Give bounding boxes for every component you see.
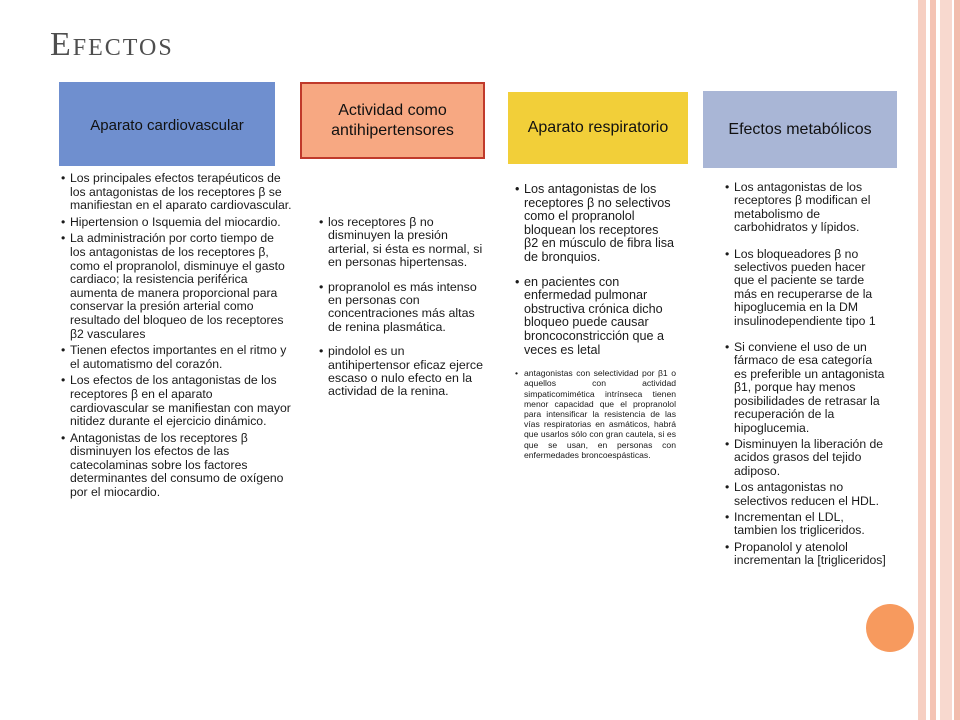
list-item: • los receptores β no disminuyen la presión arterial, si ésta es normal, si en personas hipertensas.	[318, 216, 484, 270]
list-item: • Incrementan el LDL, tambien los trigliceridos.	[724, 511, 888, 538]
header-respiratorio: Aparato respiratorio	[508, 92, 688, 164]
header-cardiovascular: Aparato cardiovascular	[59, 82, 275, 170]
list-metabolicos	[724, 181, 888, 571]
decorative-stripe	[918, 0, 926, 720]
decorative-stripe	[940, 0, 952, 720]
list-item: • Antagonistas de los receptores β disminuyen los efectos de las catecolaminas sobre los factores determinantes del consumo de oxígeno por el miocardio.	[60, 432, 292, 500]
list-item: • Disminuyen la liberación de acidos grasos del tejido adiposo.	[724, 438, 888, 478]
list-item: • Si conviene el uso de un fármaco de esa categoría es preferible un antagonista β1, porque hay menos posibilidades de retrasar la recuperación de la hipoglucemia.	[724, 341, 888, 435]
list-item: • Los antagonistas de los receptores β no selectivos como el propranolol bloquean los receptores β2 en músculo de fibra lisa de bronquios.	[514, 183, 676, 265]
list-item: • en pacientes con enfermedad pulmonar obstructiva crónica dicho bloqueo puede causar broncoconstricción que a veces es letal	[514, 276, 676, 358]
decorative-circle	[866, 604, 914, 652]
list-cardiovascular	[60, 172, 292, 503]
list-item: • Los principales efectos terapéuticos de los antagonistas de los receptores β se manifiestan en el aparato cardiovascular.	[60, 172, 292, 213]
list-respiratorio	[514, 183, 676, 471]
decorative-stripe	[954, 0, 960, 720]
decorative-stripe	[930, 0, 936, 720]
list-item: • antagonistas con selectividad por β1 o aquellos con actividad simpaticomimética intrínseca tienen menor capacidad que el propranolol para intensificar la resistencia de las vías respiratorias en asmáticos, habrá que usarlos sólo con gran cautela, si es que se usan, en personas con enfermedades broncoespásticas.	[514, 368, 676, 460]
list-item: • pindolol es un antihipertensor eficaz ejerce escaso o nulo efecto en la actividad de la renina.	[318, 345, 484, 399]
slide-title: Efectos	[50, 26, 174, 63]
list-item: • propranolol es más intenso en personas con concentraciones más altas de renina plasmática.	[318, 281, 484, 335]
list-item: • Propanolol y atenolol incrementan la [trigliceridos]	[724, 541, 888, 568]
header-antihipertensores: Actividad como antihipertensores	[300, 82, 485, 159]
list-item: • Los efectos de los antagonistas de los receptores β en el aparato cardiovascular se manifiestan con mayor nitidez durante el ejercicio dinámico.	[60, 374, 292, 428]
list-item: • Hipertension o Isquemia del miocardio.	[60, 216, 292, 230]
list-item: • Los antagonistas no selectivos reducen el HDL.	[724, 481, 888, 508]
header-metabolicos: Efectos metabólicos	[703, 91, 897, 168]
list-antihipertensores	[318, 216, 484, 410]
list-item: • Los antagonistas de los receptores β modifican el metabolismo de carbohidratos y lípidos.	[724, 181, 888, 235]
list-item: • Tienen efectos importantes en el ritmo y el automatismo del corazón.	[60, 344, 292, 371]
list-item: • La administración por corto tiempo de los antagonistas de los receptores β, como el propranolol, disminuye el gasto cardiaco; la resistencia periférica aumenta de manera proporcional para conservar la presión arterial como resultado del bloqueo de los receptores β2 vasculares	[60, 232, 292, 341]
list-item: • Los bloqueadores β no selectivos pueden hacer que el paciente se tarde más en recuperarse de la hipoglucemia en la DM insulinodependiente tipo 1	[724, 248, 888, 328]
